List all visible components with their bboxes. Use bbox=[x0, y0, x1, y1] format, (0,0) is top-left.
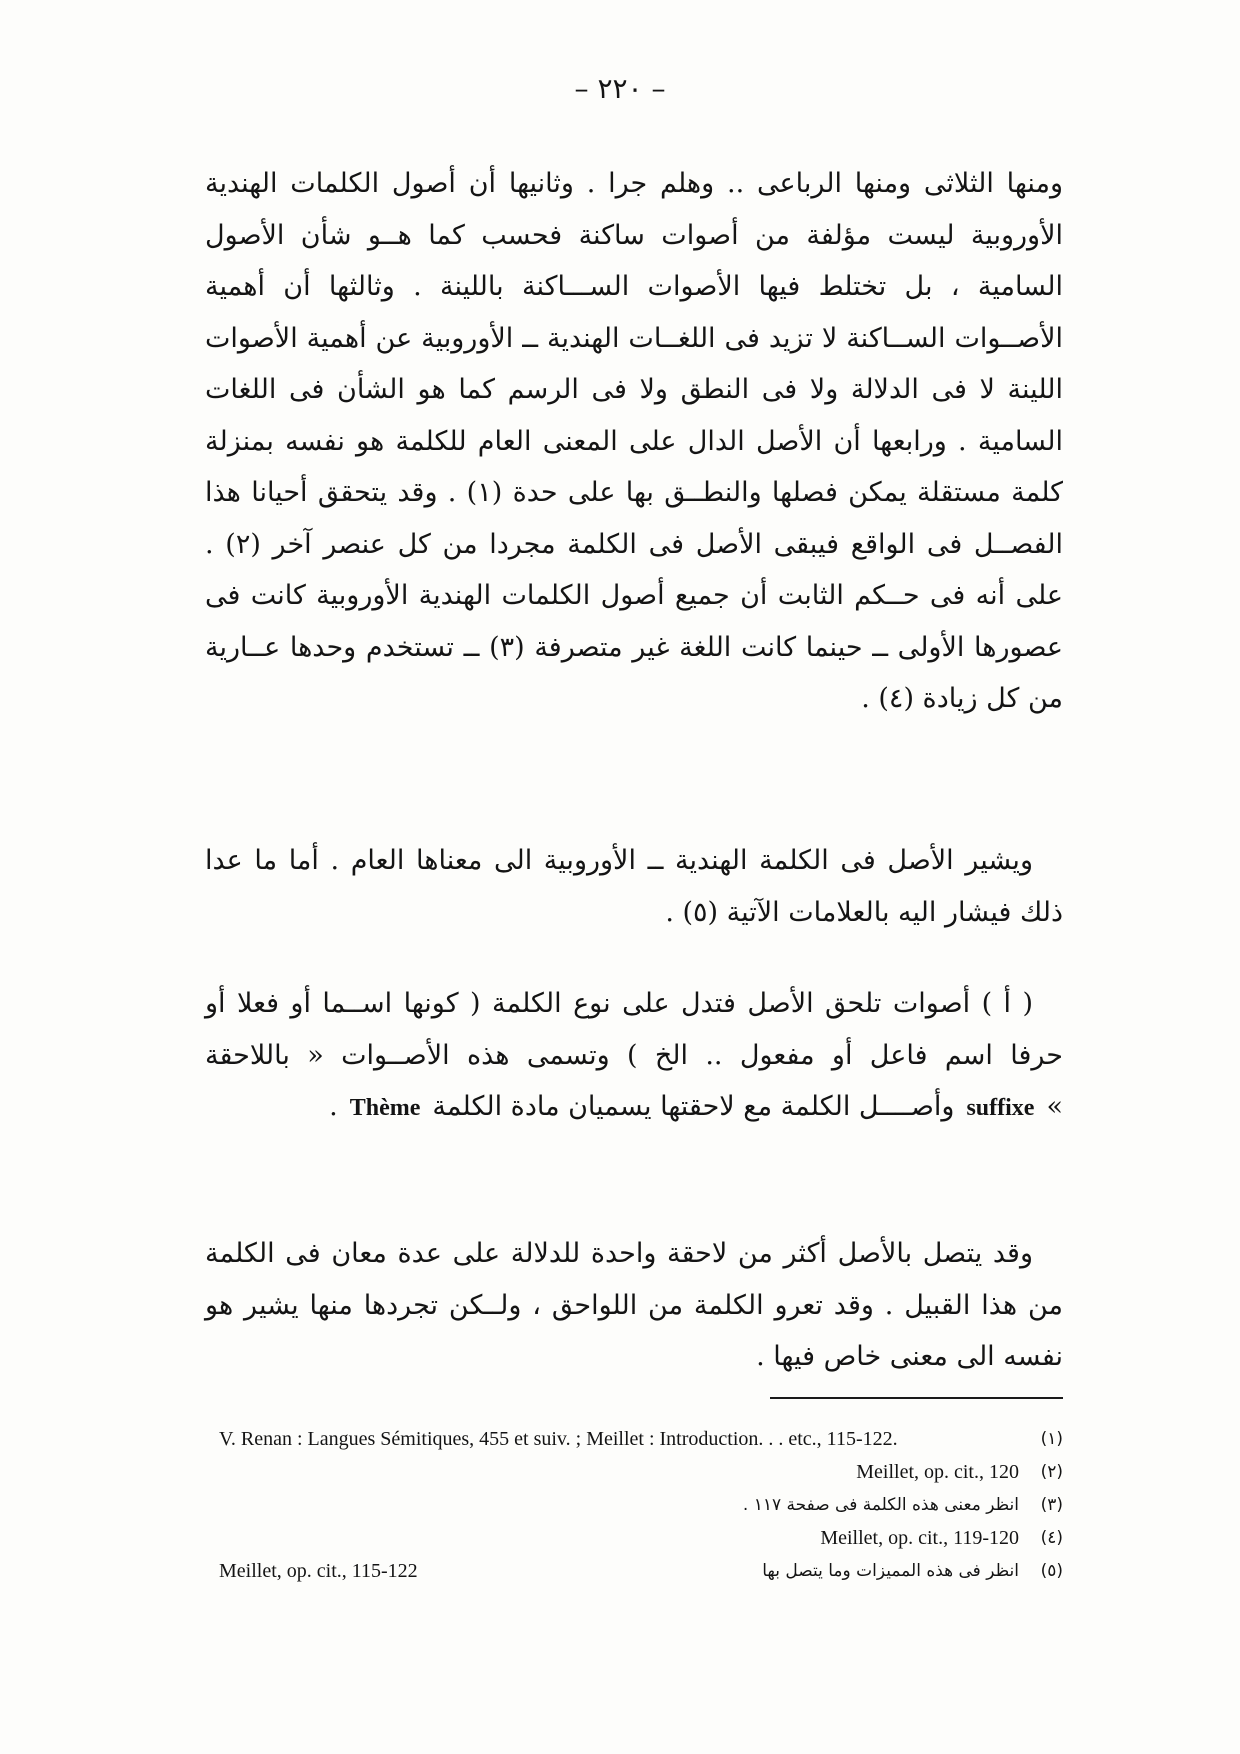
footnotes bbox=[205, 1425, 1063, 1590]
paragraph-3-before: ( أ ) أصوات تلحق الأصل فتدل على نوع الكلمة ( كونها اســما أو فعلا أو حرفا اسم فاعل أو مفعول .. الخ ) وتسمى هذه الأصــوات « باللاحقة » bbox=[205, 988, 1063, 1122]
footnote-2 bbox=[205, 1458, 1063, 1487]
footnote-5-text bbox=[219, 1557, 1019, 1586]
footnote-4-number: (٤) bbox=[1040, 1528, 1063, 1548]
footnote-3-number: (٣) bbox=[1040, 1495, 1063, 1515]
term-suffixe: suffixe bbox=[966, 1095, 1035, 1121]
footnote-1-text: V. Renan : Langues Sémitiques, 455 et suiv. ; Meillet : Introduction. . . etc., 115-122. bbox=[219, 1428, 898, 1450]
footnote-3 bbox=[205, 1491, 1063, 1520]
paragraph-3-after: . bbox=[329, 1091, 338, 1122]
footnote-3-text: انظر معنى هذه الكلمة فى صفحة ١١٧ . bbox=[742, 1495, 1019, 1515]
footnote-1 bbox=[205, 1425, 1063, 1454]
footnote-4-text: Meillet, op. cit., 119-120 bbox=[820, 1527, 1019, 1549]
footnote-5 bbox=[205, 1557, 1063, 1586]
footnote-4 bbox=[205, 1524, 1063, 1553]
paragraph-3-middle: وأصــــل الكلمة مع لاحقتها يسميان مادة الكلمة bbox=[432, 1091, 955, 1122]
footnote-5-arabic: انظر فى هذه المميزات وما يتصل بها bbox=[762, 1561, 1019, 1581]
footnote-1-number: (١) bbox=[1040, 1429, 1063, 1449]
paragraph-1: ومنها الثلاثى ومنها الرباعى .. وهلم جرا . وثانيها أن أصول الكلمات الهندية الأوروبية ليست مؤلفة من أصوات ساكنة فحسب كما هــو شأن الأصول السامية ، بل تختلط فيها الأصوات الســـاكنة باللينة . وثالثها أن أهمية الأصــوات الســاكنة لا تزيد فى اللغــات الهندية ــ الأوروبية عن أهمية الأصوات اللينة لا فى الدلالة ولا فى النطق ولا فى الرسم كما هو الشأن فى اللغات السامية . ورابعها أن الأصل الدال على المعنى العام للكلمة هو نفسه بمنزلة كلمة مستقلة يمكن فصلها والنطــق بها على حدة (١) . وقد يتحقق أحيانا هذا الفصــل فى الواقع فيبقى الأصل فى الكلمة مجردا من كل عنصر آخر (٢) . على أنه فى حــكم الثابت أن جميع أصول الكلمات الهندية الأوروبية كانت فى عصورها الأولى ــ حينما كانت اللغة غير متصرفة (٣) ــ تستخدم وحدها عــارية من كل زيادة (٤) . bbox=[205, 168, 1063, 714]
footnote-2-text: Meillet, op. cit., 120 bbox=[856, 1461, 1019, 1483]
footnote-2-number: (٢) bbox=[1040, 1462, 1063, 1482]
footnote-5-number: (٥) bbox=[1040, 1561, 1063, 1581]
paragraph-2: ويشير الأصل فى الكلمة الهندية ــ الأوروبية الى معناها العام . أما ما عدا ذلك فيشار اليه بالعلامات الآتية (٥) . bbox=[205, 845, 1063, 928]
paragraph-3 bbox=[205, 978, 1063, 1135]
footnote-divider bbox=[770, 1397, 1063, 1399]
paragraph-4: وقد يتصل بالأصل أكثر من لاحقة واحدة للدلالة على عدة معان فى الكلمة من هذا القبيل . وقد تعرو الكلمة من اللواحق ، ولــكن تجردها منها يشير هو نفسه الى معنى خاص فيها . bbox=[205, 1238, 1063, 1372]
page-number: – ٢٢٠ – bbox=[574, 72, 666, 105]
footnote-5-latin: Meillet, op. cit., 115-122 bbox=[219, 1560, 418, 1582]
term-theme: Thème bbox=[349, 1095, 421, 1121]
